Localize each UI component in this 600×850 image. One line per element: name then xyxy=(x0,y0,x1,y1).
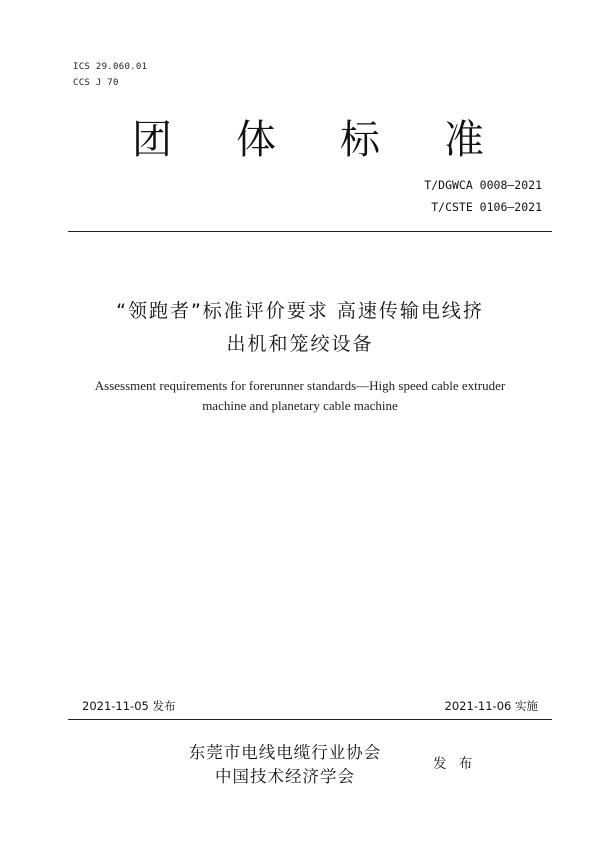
publish-date: 2021-11-05 发布 xyxy=(82,699,176,713)
chinese-title-line-1: “领跑者”标准评价要求 高速传输电线挤 xyxy=(116,300,484,322)
standard-number-primary: T/DGWCA 0008—2021 xyxy=(424,178,542,192)
category-char-4: 准 xyxy=(444,117,484,163)
publisher-name-1: 东莞市电线电缆行业协会 xyxy=(188,743,382,762)
bottom-divider xyxy=(68,719,552,720)
category-char-2: 体 xyxy=(236,117,276,163)
category-char-1: 团 xyxy=(132,117,172,163)
implementation-date: 2021-11-06 实施 xyxy=(444,699,538,713)
publisher-name-2: 中国技术经济学会 xyxy=(215,767,355,786)
chinese-title-line-2: 出机和笼绞设备 xyxy=(226,333,374,355)
category-char-3: 标 xyxy=(340,117,380,163)
publish-label: 发 布 xyxy=(433,756,477,772)
top-divider xyxy=(68,231,552,232)
document-category-title xyxy=(128,112,488,168)
english-title-line-1: Assessment requirements for forerunner standards—High speed cable extruder xyxy=(94,378,506,393)
english-title-line-2: machine and planetary cable machine xyxy=(202,398,398,413)
ics-code: ICS 29.060.01 xyxy=(73,62,148,72)
ccs-code: CCS J 70 xyxy=(73,78,119,88)
standard-number-secondary: T/CSTE 0106—2021 xyxy=(431,200,542,214)
